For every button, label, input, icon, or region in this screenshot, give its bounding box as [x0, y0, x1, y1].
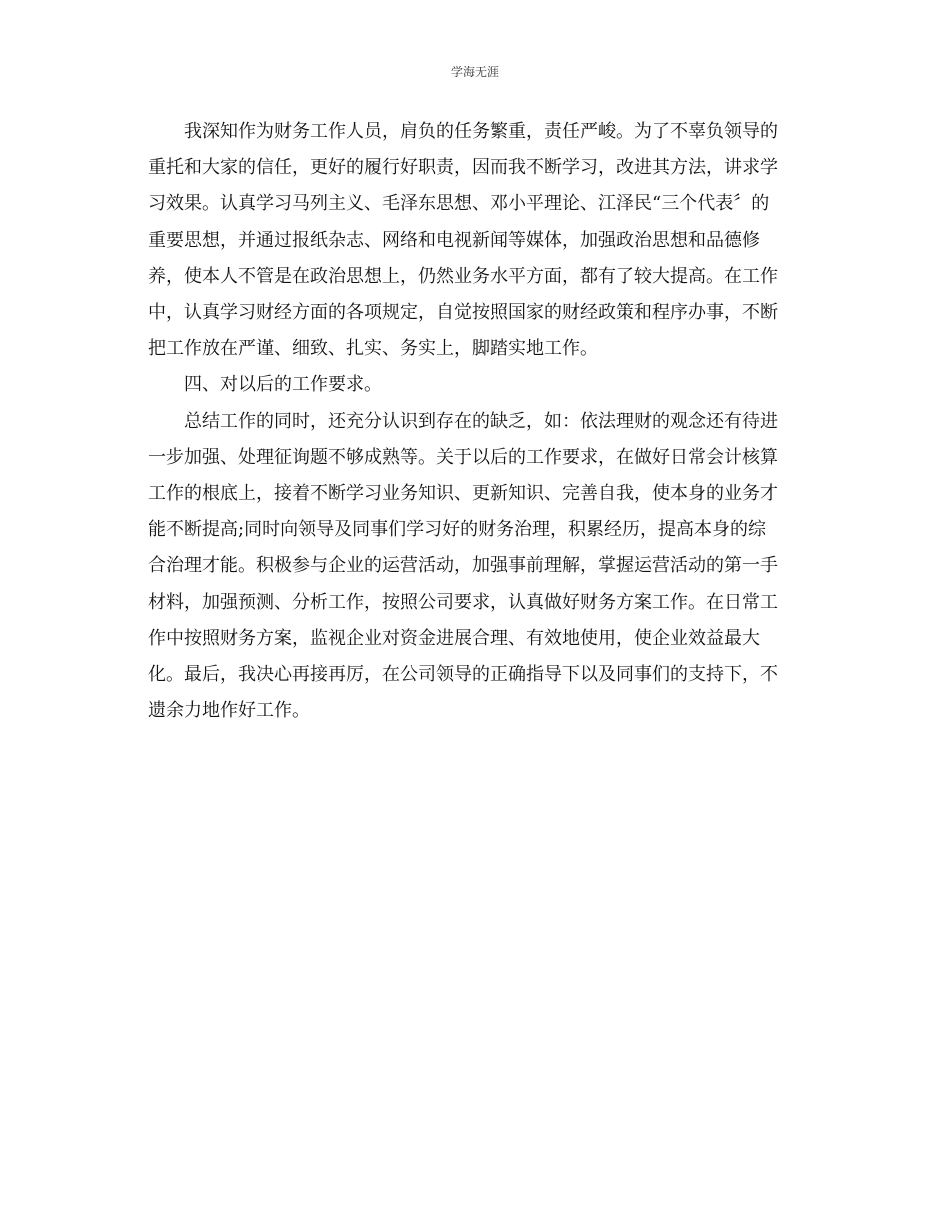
paragraph-2: [148, 404, 804, 730]
section-heading: [148, 367, 804, 403]
paragraph-line: 遗余力地作好工作。: [148, 700, 310, 722]
paragraph-line: 我深知作为财务工作人员，肩负的任务繁重，责任严峻。为了不辜负领导的: [184, 121, 778, 142]
paragraph-line: 把工作放在严谨、细致、扎实、务实上，脚踏实地工作。: [148, 338, 598, 360]
paragraph-line: 一步加强、处理征询题不够成熟等。关于以后的工作要求，在做好日常会计核算: [148, 446, 778, 468]
paragraph-line: 能不断提高;同时向领导及同事们学习好的财务治理，积累经历，提高本身的综: [148, 519, 767, 541]
page-header: 学海无涯: [450, 65, 499, 79]
paragraph-line: 合治理才能。积极参与企业的运营活动，加强事前理解，掌握运营活动的第一手: [148, 555, 778, 577]
paragraph-1: [148, 114, 804, 367]
heading-line: 四、对以后的工作要求。: [184, 374, 382, 396]
document-body: [148, 114, 804, 729]
paragraph-line: 重托和大家的信任，更好的履行好职责，因而我不断学习，改进其方法，讲求学: [148, 157, 778, 179]
paragraph-line: 化。最后，我决心再接再厉，在公司领导的正确指导下以及同事们的支持下，不: [148, 664, 778, 686]
paragraph-line: 总结工作的同时，还充分认识到存在的缺乏，如：依法理财的观念还有待进: [184, 410, 778, 432]
paragraph-line: 工作的根底上，接着不断学习业务知识、更新知识、完善自我，使本身的业务才: [148, 483, 778, 505]
paragraph-line: 中，认真学习财经方面的各项规定，自觉按照国家的财经政策和程序办事，不断: [148, 302, 778, 324]
paragraph-line: 材料，加强预测、分析工作，按照公司要求，认真做好财务方案工作。在日常工: [148, 591, 778, 613]
paragraph-line: 养，使本人不管是在政治思想上，仍然业务水平方面，都有了较大提高。在工作: [148, 265, 778, 287]
paragraph-line: 作中按照财务方案，监视企业对资金进展合理、有效地使用，使企业效益最大: [148, 627, 760, 649]
paragraph-line: 重要思想，并通过报纸杂志、网络和电视新闻等媒体，加强政治思想和品德修: [148, 229, 760, 251]
paragraph-line: 习效果。认真学习马列主义、毛泽东思想、邓小平理论、江泽民“三个代表〞的: [148, 193, 770, 215]
